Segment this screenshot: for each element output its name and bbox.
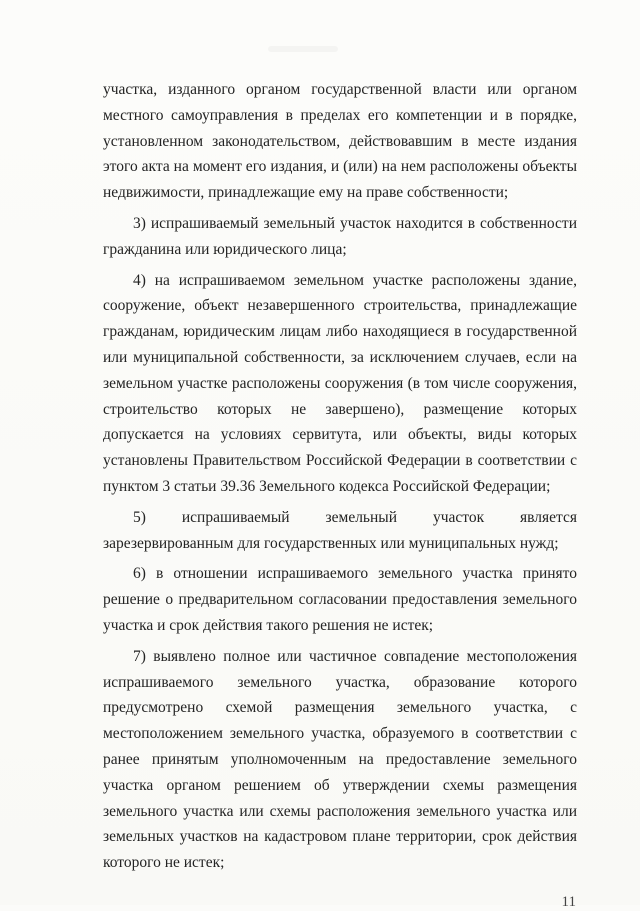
paragraph-item-5: 5) испрашиваемый земельный участок является зарезервированным для государственных или муниципальных нужд; [103,508,577,552]
paragraph-item-3: 3) испрашиваемый земельный участок находится в собственности гражданина или юридического лица; [103,214,577,258]
paragraph-item-6: 6) в отношении испрашиваемого земельного участка принято решение о предварительном согласовании предоставления земельного участка и срок действия такого решения не истек; [103,565,577,634]
paragraph-item-7: 7) выявлено полное или частичное совпадение местоположения испрашиваемого земельного участка, образование которого предусмотрено схемой размещения земельного участка, с местоположением земельного участка, образуемого в соответствии с ранее принятым уполномоченным на предоставление земельного участка органом решением об утверждении схемы размещения земельного участка или схемы расположения земельного участка или земельных участков на кадастровом плане территории, срок действия которого не истек; [103,647,577,872]
paragraph-continuation: участка, изданного органом государственной власти или органом местного самоуправления в пределах его компетенции и в порядке, установленном законодательством, действовавшим в месте издания этого акта на момент его издания, и (или) на нем расположены объекты недвижимости, принадлежащие ему на праве собственности; [103,81,577,202]
document-body [103,77,577,881]
paragraph-item-4: 4) на испрашиваемом земельном участке расположены здание, сооружение, объект незавершенного строительства, принадлежащие гражданам, юридическим лицам либо находящиеся в государственной или муниципальной собственности, за исключением случаев, если на земельном участке расположены сооружения (в том числе сооружения, строительство которых не завершено), размещение которых допускается на условиях сервитута, или объекты, виды которых установлены Правительством Российской Федерации в соответствии с пунктом 3 статьи 39.36 Земельного кодекса Российской Федерации; [103,271,577,495]
scan-artifact [268,46,338,52]
page-number: 11 [561,894,576,910]
